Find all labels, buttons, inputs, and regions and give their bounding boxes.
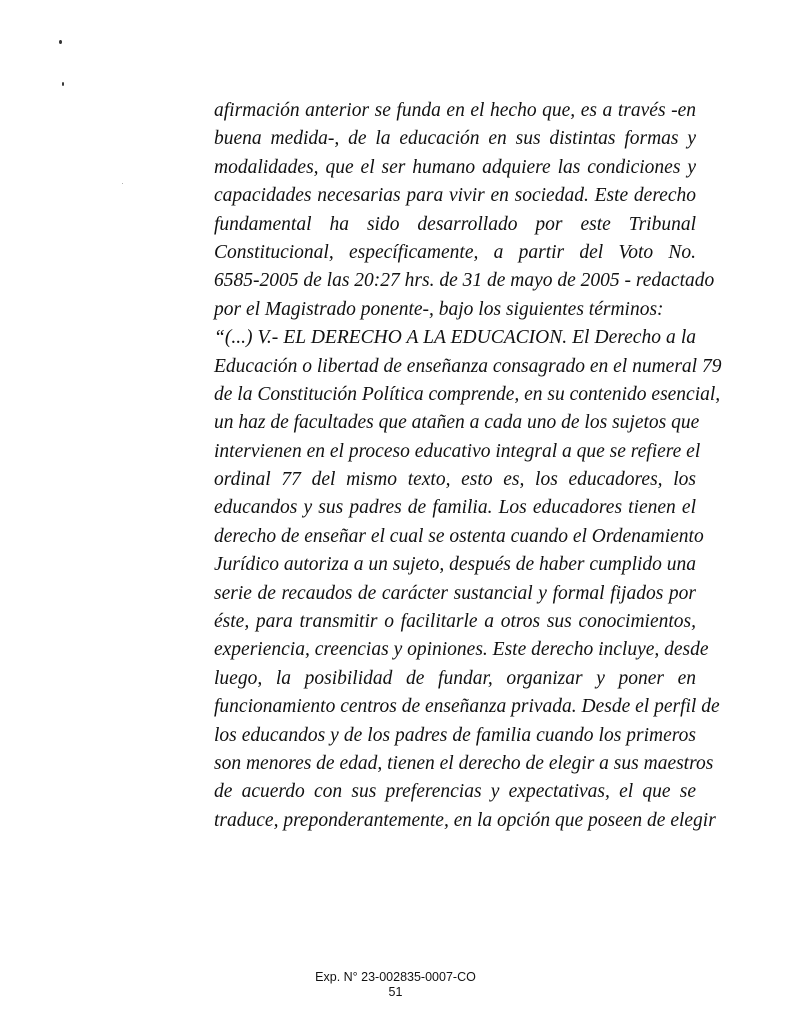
quote-line: educandos y sus padres de familia. Los educadores tienen el	[214, 497, 696, 519]
quote-line: éste, para transmitir o facilitarle a otros sus conocimientos,	[214, 611, 696, 633]
quote-line: luego, la posibilidad de fundar, organizar y poner en	[214, 667, 696, 689]
quote-line: serie de recaudos de carácter sustancial y formal fijados por	[214, 582, 696, 604]
text-line: buena medida-, de la educación en sus distintas formas y	[214, 128, 696, 150]
quote-line: derecho de enseñar el cual se ostenta cuando el Ordenamiento	[214, 525, 704, 547]
margin-mark	[122, 183, 123, 184]
quote-line: un haz de facultades que atañen a cada uno de los sujetos que	[214, 412, 700, 434]
text-line: Constitucional, específicamente, a partir del Voto No.	[214, 241, 696, 263]
quote-line: “(...) V.- EL DERECHO A LA EDUCACION. El Derecho a la	[214, 327, 696, 349]
quote-line: de la Constitución Política comprende, en su contenido esencial,	[214, 383, 721, 405]
footer-page-number: 51	[388, 985, 403, 999]
quote-line: experiencia, creencias y opiniones. Este derecho incluye, desde	[214, 639, 709, 661]
quote-line: son menores de edad, tienen el derecho de elegir a sus maestros	[214, 752, 714, 774]
text-line: 6585-2005 de las 20:27 hrs. de 31 de mayo de 2005 - redactado	[214, 270, 715, 292]
quote-line: intervienen en el proceso educativo integral a que se refiere el	[214, 440, 701, 462]
text-line: fundamental ha sido desarrollado por este Tribunal	[214, 213, 696, 235]
text-line: por el Magistrado ponente-, bajo los siguientes términos:	[214, 298, 664, 320]
quote-line: los educandos y de los padres de familia cuando los primeros	[214, 724, 696, 746]
text-line: modalidades, que el ser humano adquiere las condiciones y	[214, 156, 696, 178]
quote-line: de acuerdo con sus preferencias y expectativas, el que se	[214, 781, 696, 803]
quote-line: Jurídico autoriza a un sujeto, después de haber cumplido una	[214, 554, 697, 576]
text-line: afirmación anterior se funda en el hecho que, es a través -en	[214, 100, 696, 121]
footer-expediente: Exp. N° 23-002835-0007-CO	[315, 970, 476, 984]
quote-line: traduce, preponderantemente, en la opción que poseen de elegir	[214, 809, 716, 831]
text-line: capacidades necesarias para vivir en sociedad. Este derecho	[214, 185, 696, 207]
margin-mark	[62, 82, 64, 86]
margin-mark	[59, 40, 62, 44]
body-text	[214, 97, 722, 835]
quote-line: funcionamiento centros de enseñanza privada. Desde el perfil de	[214, 696, 720, 718]
quote-line: ordinal 77 del mismo texto, esto es, los educadores, los	[214, 469, 696, 491]
quote-line: Educación o libertad de enseñanza consagrado en el numeral 79	[214, 355, 722, 377]
